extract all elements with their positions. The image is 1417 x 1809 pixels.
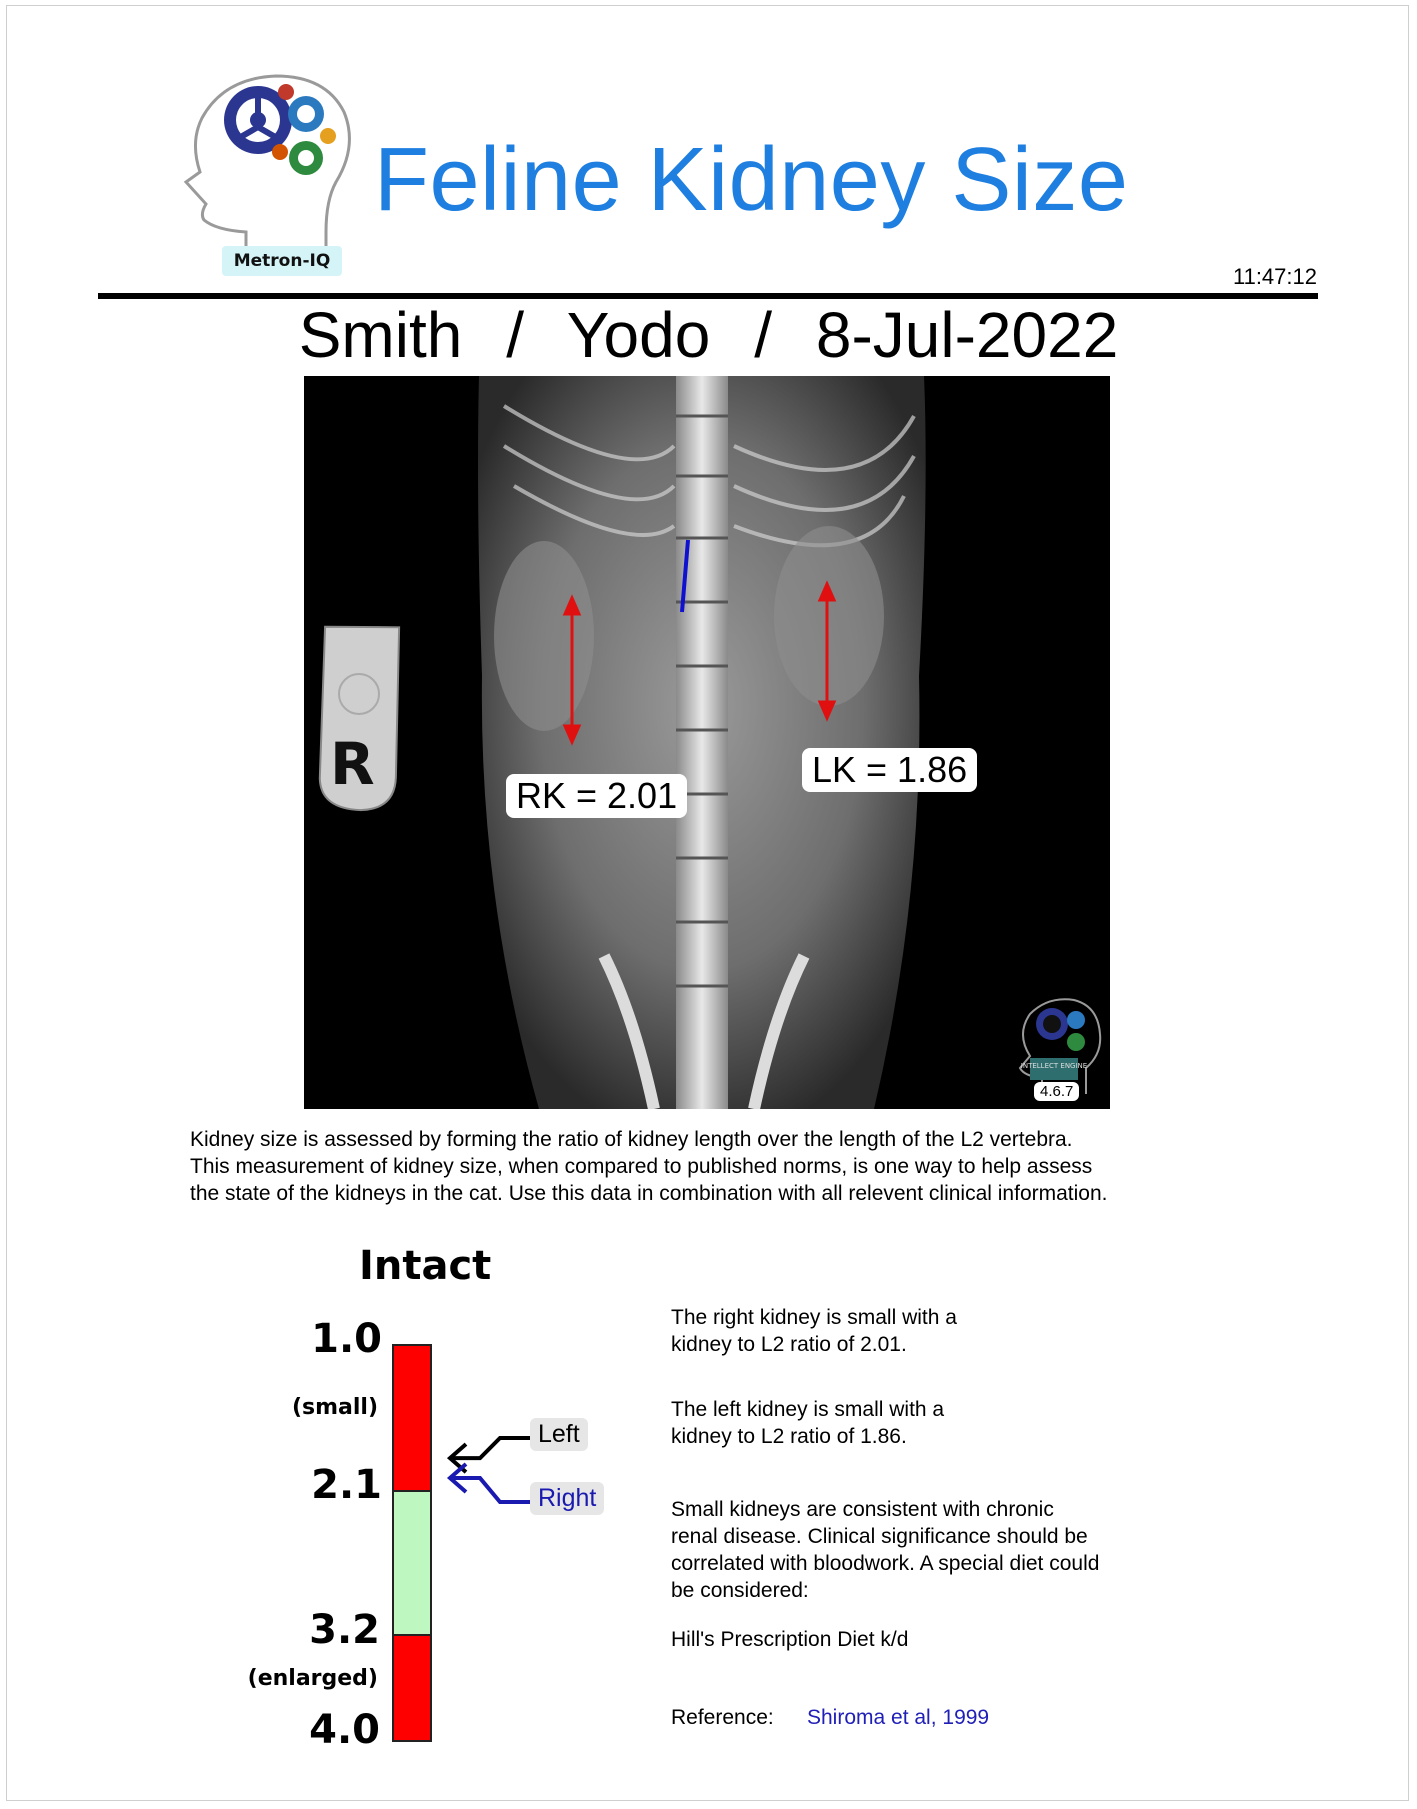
xray-image bbox=[304, 376, 1110, 1109]
reference-label: Reference: bbox=[671, 1706, 774, 1729]
scale-title: Intact bbox=[359, 1243, 492, 1289]
left-kidney-finding bbox=[671, 1396, 1171, 1450]
enlarged-label: (enlarged) bbox=[247, 1666, 378, 1691]
summary bbox=[671, 1496, 1171, 1604]
report-time: 11:47:12 bbox=[1232, 264, 1317, 289]
reference-link[interactable]: Shiroma et al, 1999 bbox=[807, 1706, 990, 1729]
left-marker-label: Left bbox=[530, 1418, 588, 1451]
summary-line: be considered: bbox=[671, 1579, 809, 1602]
scale-normal-segment bbox=[392, 1490, 432, 1636]
right-pointer-arrow bbox=[450, 1464, 530, 1502]
description-line: Kidney size is assessed by forming the ratio of kidney length over the length of the L2 vertebra. bbox=[190, 1128, 1073, 1151]
study-date: 8-Jul-2022 bbox=[815, 299, 1119, 371]
brand-label: Metron-IQ bbox=[222, 246, 342, 276]
separator: / bbox=[754, 299, 772, 371]
finding-line: kidney to L2 ratio of 2.01. bbox=[671, 1333, 907, 1356]
pet-name: Yodo bbox=[566, 299, 711, 371]
tick-2-1: 2.1 bbox=[311, 1462, 382, 1508]
description bbox=[190, 1126, 1270, 1207]
engine-label: INTELLECT ENGINE bbox=[1020, 1062, 1088, 1070]
right-kidney-finding bbox=[671, 1304, 1171, 1358]
tick-4-0: 4.0 bbox=[309, 1707, 380, 1753]
left-kidney-label: LK = 1.86 bbox=[802, 748, 977, 792]
tick-3-2: 3.2 bbox=[309, 1607, 380, 1653]
tick-1-0: 1.0 bbox=[311, 1316, 382, 1362]
summary-line: Small kidneys are consistent with chronic bbox=[671, 1498, 1054, 1521]
finding-line: The left kidney is small with a bbox=[671, 1398, 945, 1421]
right-kidney-label: RK = 2.01 bbox=[506, 774, 687, 818]
engine-version: 4.6.7 bbox=[1034, 1082, 1079, 1101]
summary-line: renal disease. Clinical significance should be bbox=[671, 1525, 1088, 1548]
small-label: (small) bbox=[291, 1395, 378, 1420]
summary-line: correlated with bloodwork. A special diet could bbox=[671, 1552, 1100, 1575]
finding-line: The right kidney is small with a bbox=[671, 1306, 957, 1329]
description-line: the state of the kidneys in the cat. Use this data in combination with all relevent clinical information. bbox=[190, 1182, 1108, 1205]
scale-markers bbox=[430, 1420, 540, 1520]
separator: / bbox=[506, 299, 524, 371]
patient-line bbox=[0, 296, 1417, 374]
owner-name: Smith bbox=[298, 299, 463, 371]
marker-letter: R bbox=[330, 730, 375, 798]
description-line: This measurement of kidney size, when compared to published norms, is one way to help assess bbox=[190, 1155, 1093, 1178]
right-marker-label: Right bbox=[530, 1482, 604, 1515]
page-title: Feline Kidney Size bbox=[374, 130, 1129, 230]
finding-line: kidney to L2 ratio of 1.86. bbox=[671, 1425, 907, 1448]
scale-small-segment bbox=[392, 1344, 432, 1492]
diet-recommendation: Hill's Prescription Diet k/d bbox=[671, 1628, 909, 1651]
scale-enlarged-segment bbox=[392, 1634, 432, 1742]
